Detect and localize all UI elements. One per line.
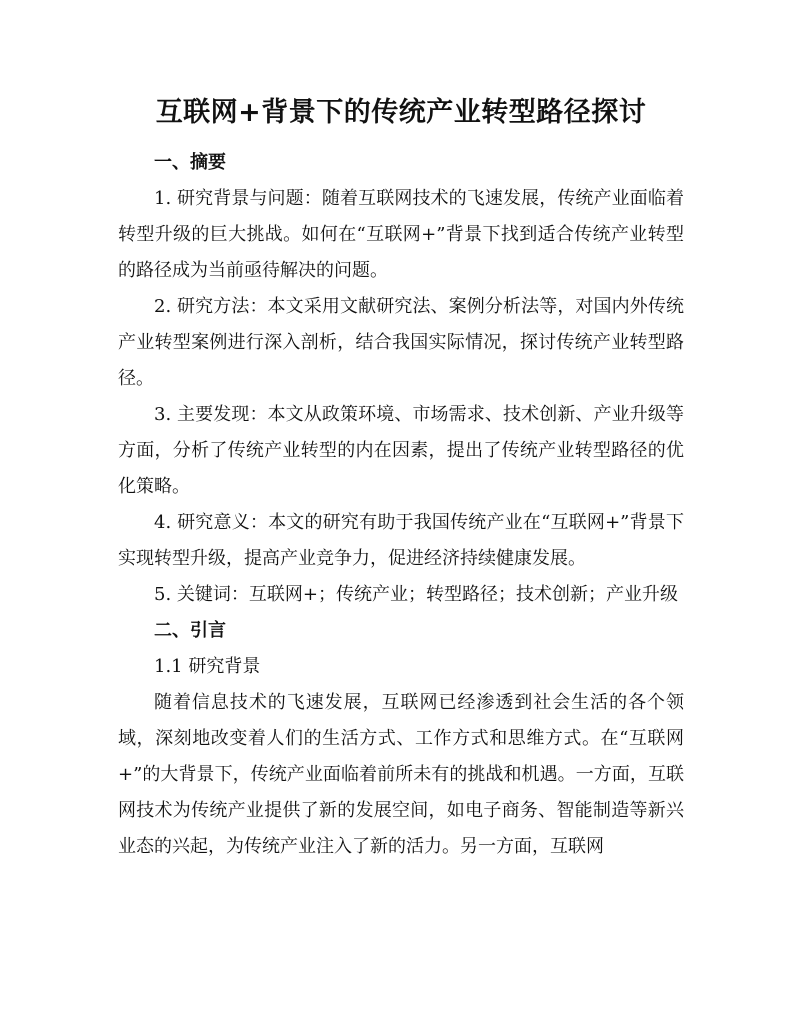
abstract-item-keywords: 5. 关键词：互联网+；传统产业；转型路径；技术创新；产业升级 [154, 584, 678, 605]
introduction-paragraph: 随着信息技术的飞速发展，互联网已经渗透到社会生活的各个领域，深刻地改变着人们的生活方式、工作方式和思维方式。在“互联网+”的大背景下，传统产业面临着前所未有的挑战和机遇。一方面，互联网技术为传统产业提供了新的发展空间，如电子商务、智能制造等新兴业态的兴起，为传统产业注入了新的活力。另一方面，互联网 [118, 692, 684, 857]
subsection-heading-background: 1.1 研究背景 [154, 656, 261, 677]
document-body [118, 95, 684, 865]
section-heading-introduction: 二、引言 [154, 620, 226, 641]
abstract-item-findings: 3. 主要发现：本文从政策环境、市场需求、技术创新、产业升级等方面，分析了传统产业转型的内在因素，提出了传统产业转型路径的优化策略。 [118, 404, 684, 497]
document-title: 互联网+背景下的传统产业转型路径探讨 [155, 97, 647, 128]
section-heading-abstract: 一、摘要 [154, 152, 226, 173]
abstract-item-significance: 4. 研究意义：本文的研究有助于我国传统产业在“互联网+”背景下实现转型升级，提高产业竞争力，促进经济持续健康发展。 [118, 512, 684, 569]
abstract-item-method: 2. 研究方法：本文采用文献研究法、案例分析法等，对国内外传统产业转型案例进行深入剖析，结合我国实际情况，探讨传统产业转型路径。 [118, 296, 684, 389]
abstract-item-background: 1. 研究背景与问题：随着互联网技术的飞速发展，传统产业面临着转型升级的巨大挑战。如何在“互联网+”背景下找到适合传统产业转型的路径成为当前亟待解决的问题。 [118, 188, 684, 281]
